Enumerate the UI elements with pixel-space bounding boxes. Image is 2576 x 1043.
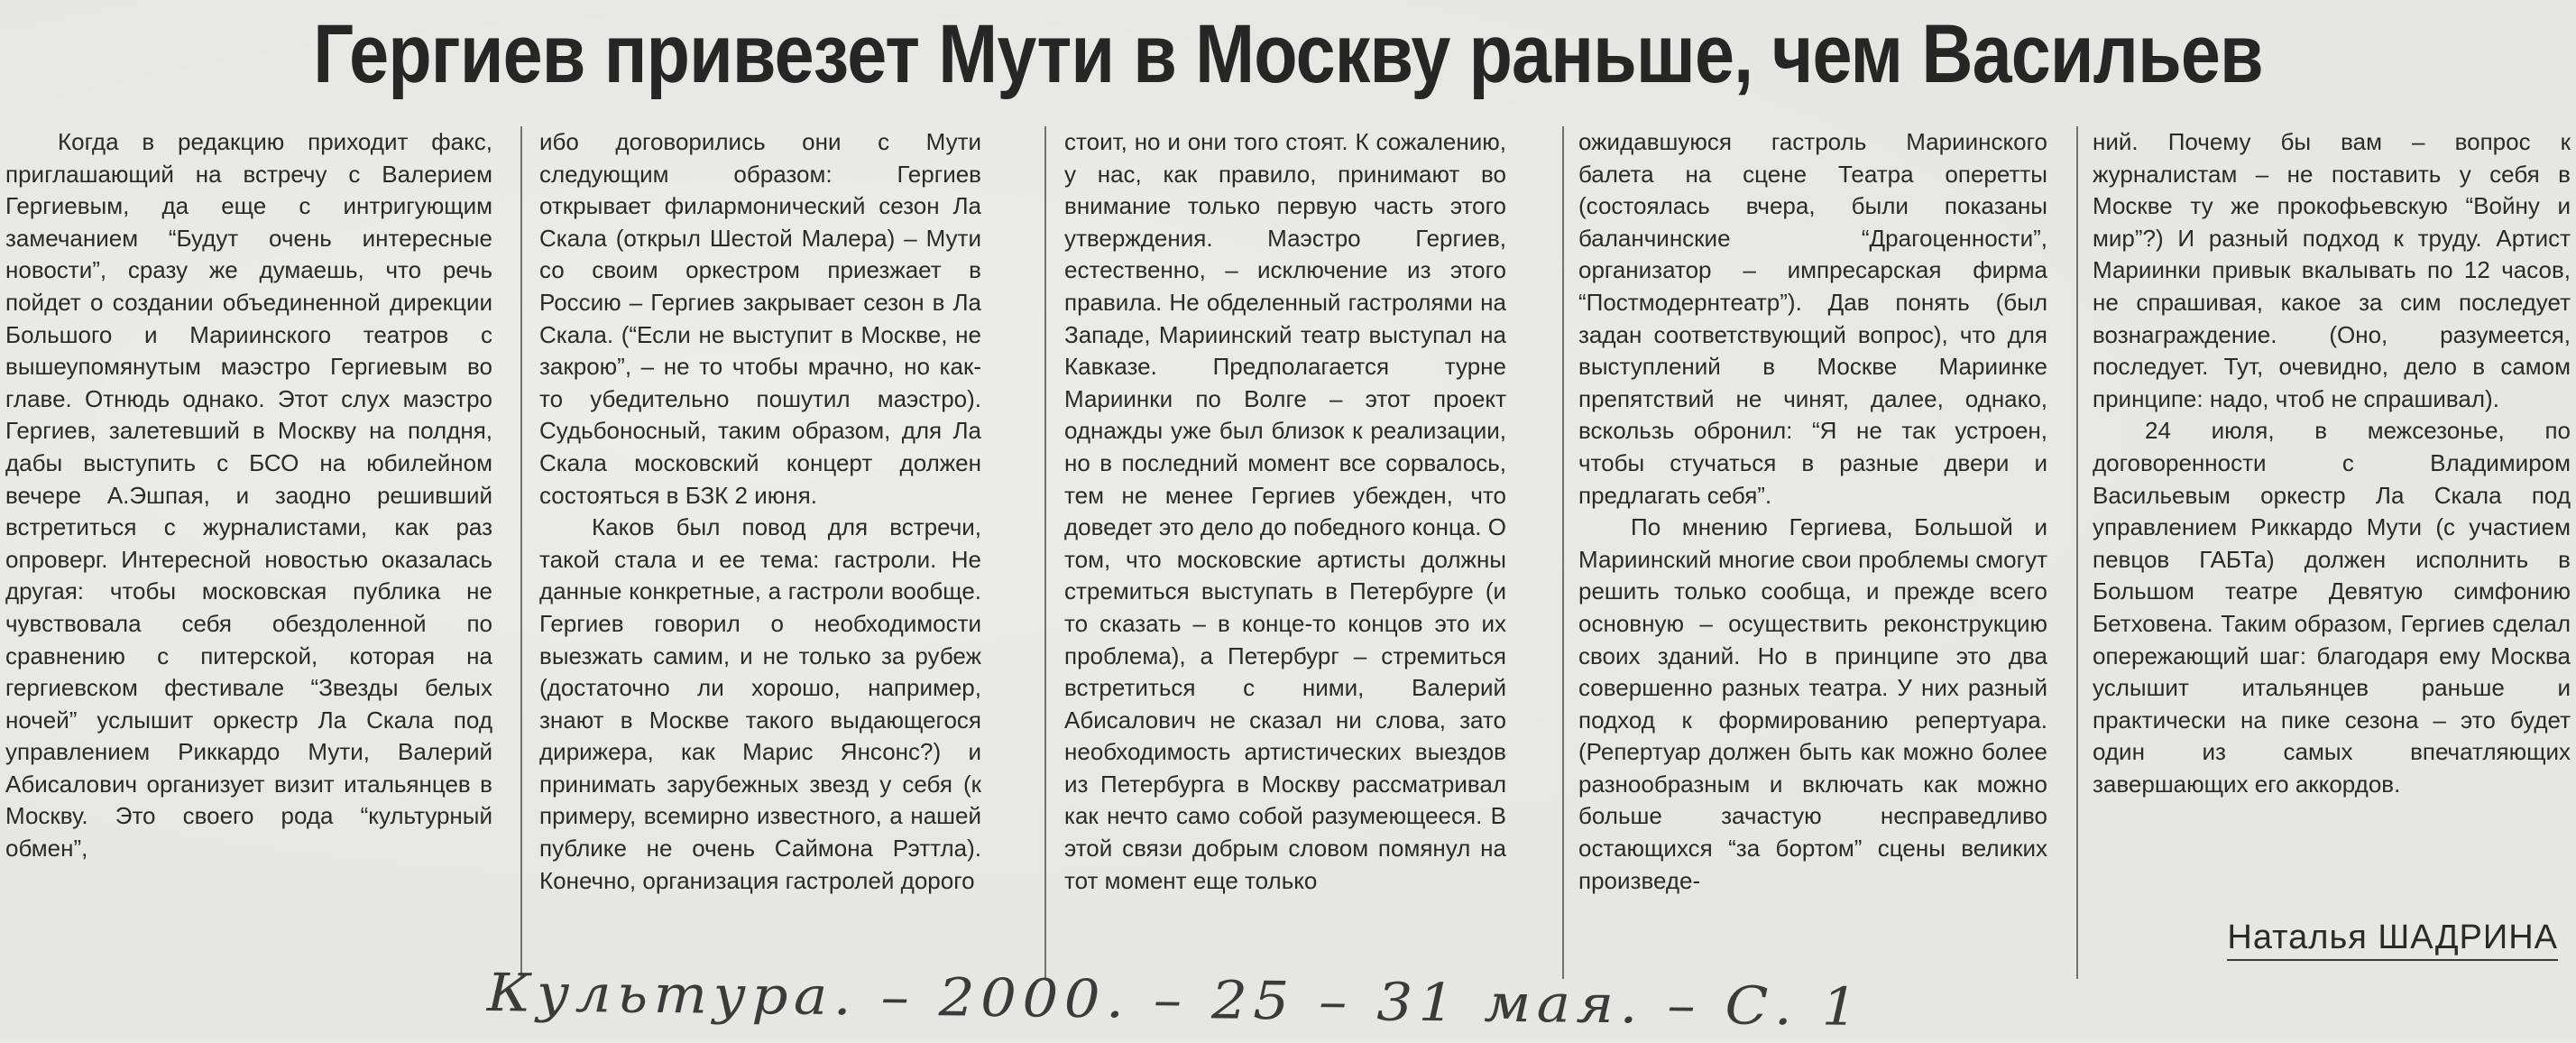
paragraph: Каков был повод для встречи, такой стала и ее тема: гастроли. Не данные конкретные, а гастроли вообще. Гергиев говорил о необходимости выезжать самим, и не только за рубеж (достаточно ли хорошо, например, знают в Москве такого выдающегося дирижера, как Марис Янсонс?) и принимать зарубежных звезд у себя (к примеру, всемирно известного, а нашей публике не очень Саймона Рэттла). Конечно, организация гастролей дорого <box>539 513 981 894</box>
paragraph: стоит, но и они того стоят. К сожалению, у нас, как правило, принимают во внимание только первую часть этого утверждения. Маэстро Гергиев, естественно, – исключение из этого правила. Не обделенный гастролями на Западе, Мариинский театр выступал на Кавказе. Предполагается турне Мариинки по Волге – этот проект однажды уже был близок к реализации, но в последний момент все сорвалось, тем не менее Гергиев убежден, что доведет это дело до победного конца. О том, что московские артисты должны стремиться выступать в Петербурге (и то сказать – в конце-то концов это их проблема), а Петербург – стремиться встретиться с ними, Валерий Абисалович не сказал ни слова, зато необходимость артистических выездов из Петербурга в Москву рассматривал как нечто само собой разумеющееся. В этой связи добрым словом помянул на тот момент еще только <box>1064 128 1506 894</box>
article-body <box>5 126 2571 974</box>
paragraph: 24 июля, в межсезонье, по договоренности с Владимиром Васильевым оркестр Ла Скала под управлением Риккардо Мути (с участием певцов ГАБТа) должен исполнить в Большом театре Девятую симфонию Бетховена. Таким образом, Гергиев сделал опережающий шаг: благодаря ему Москва услышит итальянцев раньше и практически на пике сезона – это будет один из самых впечатляющих завершающих его аккордов. <box>2093 417 2571 798</box>
paragraph: ожидавшуюся гастроль Мариинского балета на сцене Театра оперетты (состоялась вчера, были показаны баланчинские “Драгоценности”, организатор – импресарская фирма “Постмодернтеатр”). Дав понять (был задан соответствующий вопрос), что для выступлений в Москве Мариинке препятствий не чинят, далее, однако, вскользь обронил: “Я не так устроен, чтобы стучаться в разные двери и предлагать себя”. <box>1578 128 2047 509</box>
article-column-2 <box>539 126 981 974</box>
article-headline: Гергиев привезет Мути в Москву раньше, чем Васильев <box>313 8 2263 100</box>
paragraph: Когда в редакцию приходит факс, приглашающий на встречу с Валерием Гергиевым, да еще с интригующим замечанием “Будут очень интересные новости”, сразу же думаешь, что речь пойдет о создании объединенной дирекции Большого и Мариинского театров с вышеупомянутым маэстро Гергиевым во главе. Отнюдь однако. Этот слух маэстро Гергиев, залетевший в Москву на полдня, дабы выступить с БСО на юбилейном вечере А.Эшпая, и заодно решивший встретиться с журналистами, как раз опроверг. Интересной новостью оказалась другая: чтобы московская публика не чувствовала себя обездоленной по сравнению с питерской, которая на гергиевском фестивале “Звезды белых ночей” услышит оркестр Ла Скала под управлением Риккардо Мути, Валерий Абисалович организует визит итальянцев в Москву. Это своего рода “культурный обмен”, <box>5 128 492 863</box>
paragraph: ний. Почему бы вам – вопрос к журналистам – не поставить у себя в Москве ту же прокофьевскую “Войну и мир”?) И разный подход к труду. Артист Мариинки привык вкалывать по 12 часов, не спрашивая, какое за сим последует вознаграждение. (Оно, разумеется, последует. Тут, очевидно, дело в самом принципе: надо, чтоб не спрашивал). <box>2093 128 2571 412</box>
article-column-1 <box>5 126 492 974</box>
handwritten-source-note: Культура. – 2000. – 25 – 31 мая. – С. 1 <box>486 962 1864 1038</box>
paragraph: ибо договорились они с Мути следующим образом: Гергиев открывает филармонический сезон Ла Скала (открыл Шестой Малера) – Мути со своим оркестром приезжает в Россию – Гергиев закрывает сезон в Ла Скала. (“Если не выступит в Москве, не закрою”, – не то чтобы мрачно, но как-то убедительно пошутил маэстро). Судьбоносный, таким образом, для Ла Скала московский концерт должен состояться в БЗК 2 июня. <box>539 128 981 509</box>
article-column-5 <box>2093 126 2571 902</box>
article-byline: Наталья ШАДРИНА <box>2227 918 2558 961</box>
article-column-4 <box>1578 126 2047 974</box>
article-column-3 <box>1064 126 1506 974</box>
paragraph: По мнению Гергиева, Большой и Мариинский многие свои проблемы смогут решить только сообща, и прежде всего основную – осуществить реконструкцию своих зданий. Но в принципе это два совершенно разных театра. У них разный подход к формированию репертуара. (Репертуар должен быть как можно более разнообразным и включать как можно больше зачастую несправедливо остающихся “за бортом” сцены великих произведе- <box>1578 513 2047 894</box>
